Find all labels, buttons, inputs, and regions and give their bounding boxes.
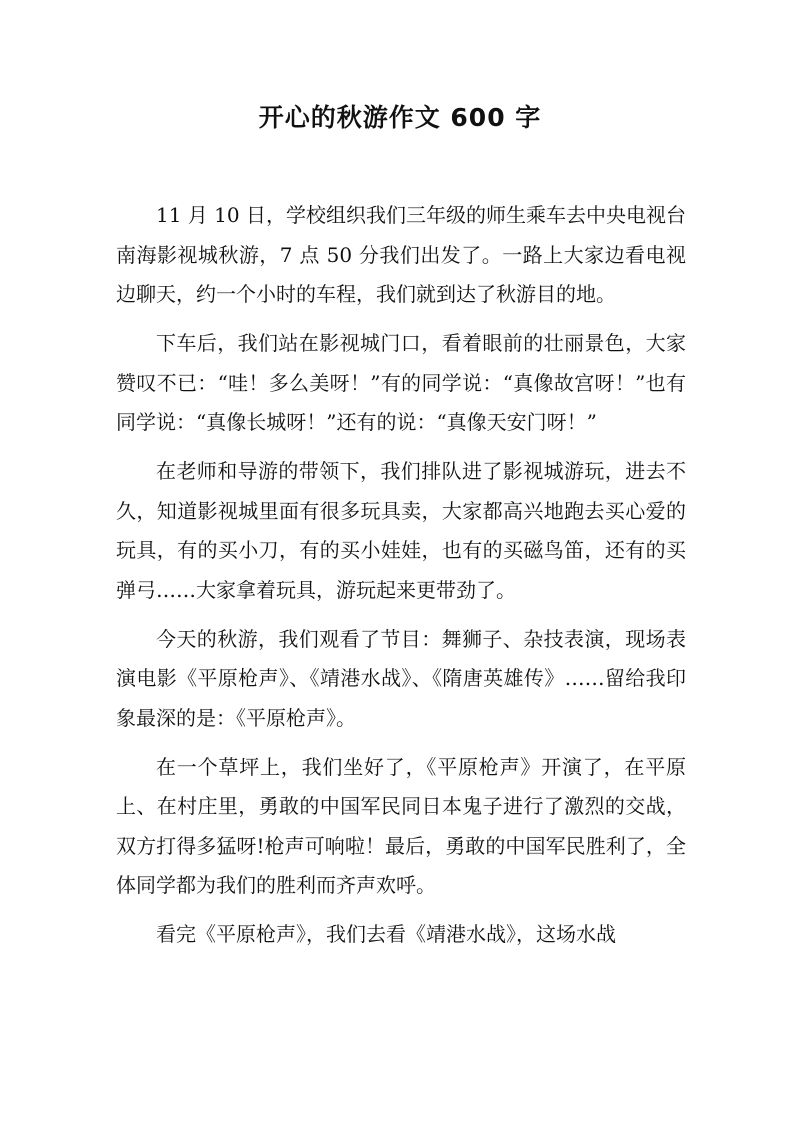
- paragraph: 在一个草坪上，我们坐好了，《平原枪声》开演了，在平原上、在村庄里，勇敢的中国军民同日本鬼子进行了激烈的交战，双方打得多猛呀!枪声可响啦！最后，勇敢的中国军民胜利了，全体同学都为我们的胜利而齐声欢呼。: [116, 754, 686, 897]
- paragraph: 在老师和导游的带领下，我们排队进了影视城游玩，进去不久，知道影视城里面有很多玩具卖，大家都高兴地跑去买心爱的玩具，有的买小刀，有的买小娃娃，也有的买磁鸟笛，还有的买弹弓……大家拿着玩具，游玩起来更带劲了。: [116, 459, 686, 602]
- document-body: [116, 196, 686, 964]
- paragraph: 11 月 10 日，学校组织我们三年级的师生乘车去中央电视台南海影视城秋游，7 点 50 分我们出发了。一路上大家边看电视边聊天，约一个小时的车程，我们就到达了秋游目的地。: [116, 203, 686, 306]
- paragraph: 看完《平原枪声》，我们去看《靖港水战》，这场水战: [156, 922, 616, 946]
- paragraph: 今天的秋游，我们观看了节目：舞狮子、杂技表演，现场表演电影《平原枪声》、《靖港水战》、《隋唐英雄传》……留给我印象最深的是：《平原枪声》。: [116, 626, 686, 730]
- paragraph: 下车后，我们站在影视城门口，看着眼前的壮丽景色，大家赞叹不已：“哇！多么美呀！”有的同学说：“真像故宫呀！”也有同学说：“真像长城呀！”还有的说：“真像天安门呀！”: [116, 331, 686, 434]
- document-title: 开心的秋游作文 600 字: [258, 103, 542, 132]
